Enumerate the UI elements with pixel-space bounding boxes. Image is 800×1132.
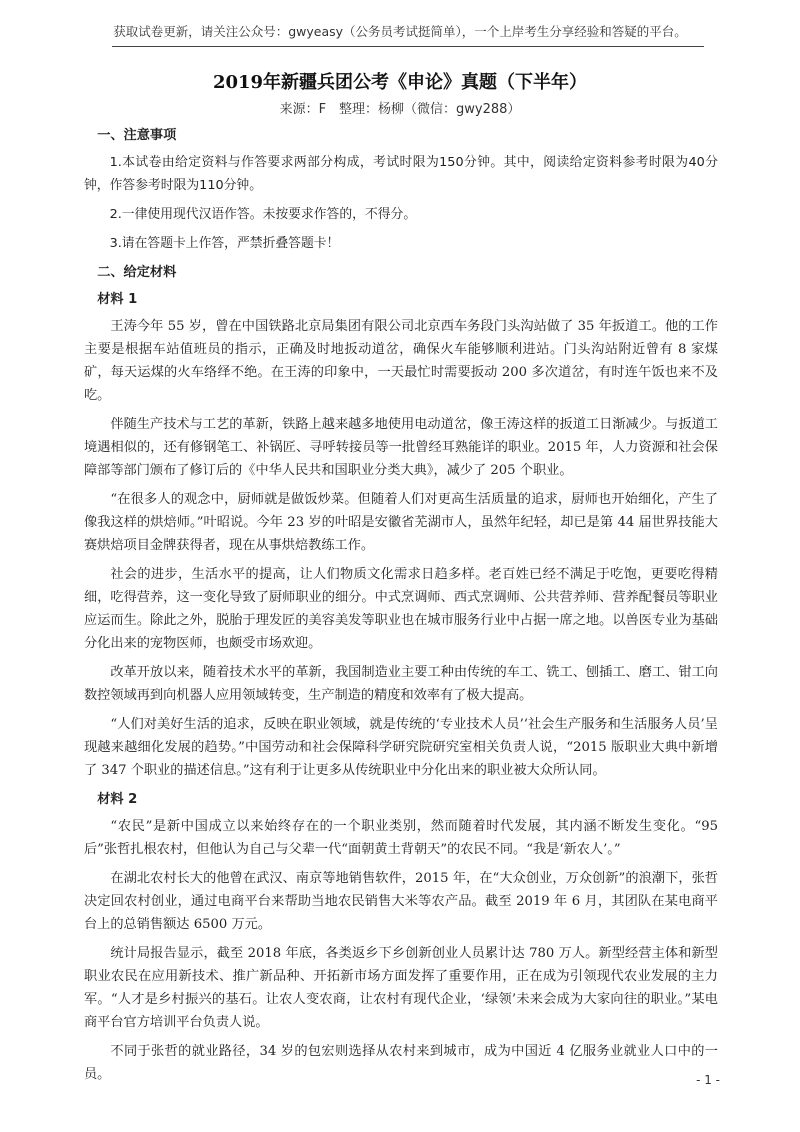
note-item: 2.一律使用现代汉语作答。未按要求作答的，不得分。 xyxy=(109,207,417,222)
material-1-paragraph: 社会的进步，生活水平的提高，让人们物质文化需求日趋多样。老百姓已经不满足于吃饱，更要吃得精细，吃得营养，这一变化导致了厨师职业的细分。中式烹调师、西式烹调师、公共营养师、营养配餐员等职业应运而生。除此之外，脱胎于理发匠的美容美发等职业也在城市服务行业中占据一席之地。以兽医专业为基础分化出来的宠物医师，也颇受市场欢迎。 xyxy=(84,567,718,651)
material-1-paragraph: “在很多人的观念中，厨师就是做饭炒菜。但随着人们对更高生活质量的追求，厨师也开始细化，产生了像我这样的烘焙师。”叶昭说。今年 23 岁的叶昭是安徽省芜湖市人，虽然年纪轻，却已是第 44 届世界技能大赛烘焙项目金牌获得者，现在从事烘焙教练工作。 xyxy=(84,492,718,553)
section-heading-materials: 二、给定材料 xyxy=(97,265,177,280)
material-1-label: 材料 1 xyxy=(97,292,138,307)
material-1-paragraph: 改革开放以来，随着技术水平的革新，我国制造业主要工种由传统的车工、铣工、刨插工、磨工、钳工向数控领域再到向机器人应用领域转变，生产制造的精度和效率有了极大提高。 xyxy=(84,665,718,703)
note-item: 3.请在答题卡上作答，严禁折叠答题卡！ xyxy=(109,236,340,251)
header-notice: 获取试卷更新，请关注公众号：gwyeasy（公务员考试挺简单），一个上岸考生分享经验和答疑的平台。 xyxy=(113,24,687,39)
section-heading-notes: 一、注意事项 xyxy=(97,128,177,143)
document-title: 2019年新疆兵团公考《申论》真题（下半年） xyxy=(212,72,588,93)
header-divider xyxy=(112,46,704,47)
page-number: - 1 - xyxy=(696,1073,720,1087)
material-1-paragraph: 王涛今年 55 岁，曾在中国铁路北京局集团有限公司北京西车务段门头沟站做了 35 年扳道工。他的工作主要是根据车站值班员的指示，正确及时地扳动道岔，确保火车能够顺利进站。门头沟站附近曾有 8 家煤矿，每天运煤的火车络绎不绝。在王涛的印象中，一天最忙时需要扳动 200 多次道岔，有时连午饭也来不及吃。 xyxy=(84,319,718,403)
material-2-paragraph: 不同于张哲的就业路径，34 岁的包宏则选择从农村来到城市，成为中国近 4 亿服务业就业人口中的一员。 xyxy=(84,1044,718,1082)
material-2-paragraph: 统计局报告显示，截至 2018 年底，各类返乡下乡创新创业人员累计达 780 万人。新型经营主体和新型职业农民在应用新技术、推广新品种、开拓新市场方面发挥了重要作用，正在成为引领现代农业发展的主力军。“人才是乡村振兴的基石。让农人变农商，让农村有现代企业，‘绿领’未来会成为大家向往的职业。”某电商平台官方培训平台负责人说。 xyxy=(84,946,718,1030)
material-2-paragraph: 在湖北农村长大的他曾在武汉、南京等地销售软件，2015 年，在“大众创业，万众创新”的浪潮下，张哲决定回农村创业，通过电商平台来帮助当地农民销售大米等农产品。截至 2019 年 6 月，其团队在某电商平台上的总销售额达 6500 万元。 xyxy=(84,871,718,932)
material-2-paragraph: “农民”是新中国成立以来始终存在的一个职业类别，然而随着时代发展，其内涵不断发生变化。“95 后”张哲扎根农村，但他认为自己与父辈一代“面朝黄土背朝天”的农民不同。“我是‘新农人’。” xyxy=(84,819,718,857)
document-body xyxy=(84,122,718,1092)
material-2-label: 材料 2 xyxy=(97,792,138,807)
document-source: 来源：F 整理：杨柳（微信：gwy288） xyxy=(279,102,521,117)
material-1-paragraph: “人们对美好生活的追求，反映在职业领域，就是传统的‘专业技术人员’‘社会生产服务和生活服务人员’呈现越来越细化发展的趋势。”中国劳动和社会保障科学研究院研究室相关负责人说，“2015 版职业大典中新增了 347 个职业的描述信息。”这有利于让更多从传统职业中分化出来的职业被大众所认同。 xyxy=(84,717,718,778)
note-item: 1.本试卷由给定资料与作答要求两部分构成，考试时限为150分钟。其中，阅读给定资料参考时限为40分钟，作答参考时限为110分钟。 xyxy=(84,155,718,193)
material-1-paragraph: 伴随生产技术与工艺的革新，铁路上越来越多地使用电动道岔，像王涛这样的扳道工日渐减少。与扳道工境遇相似的，还有修钢笔工、补锅匠、寻呼转接员等一批曾经耳熟能详的职业。2015 年，人力资源和社会保障部等部门颁布了修订后的《中华人民共和国职业分类大典》，减少了 205 个职业。 xyxy=(84,417,718,478)
